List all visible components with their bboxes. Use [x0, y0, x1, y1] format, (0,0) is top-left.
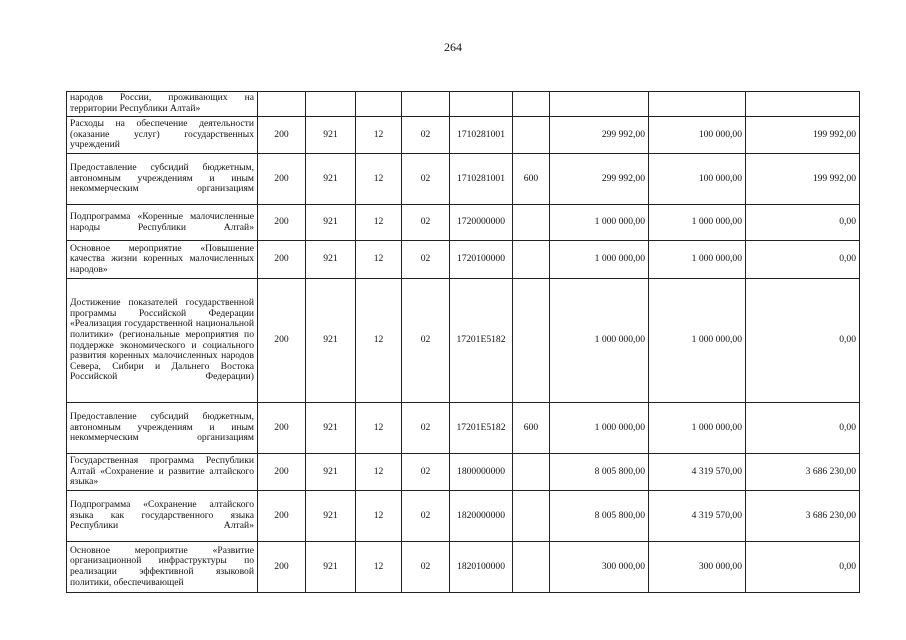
page-number: 264 [444, 40, 462, 54]
admin-code-cell [258, 92, 306, 117]
grbs-code-cell: 921 [306, 403, 356, 454]
table-row [67, 491, 860, 542]
grbs-code-cell: 921 [306, 279, 356, 403]
amount-3-cell: 199 992,00 [746, 117, 860, 154]
amount-total-cell [550, 92, 649, 117]
admin-code-cell: 200 [258, 491, 306, 542]
amount-3-cell: 3 686 230,00 [746, 454, 860, 491]
table-row [67, 403, 860, 454]
admin-code-cell: 200 [258, 403, 306, 454]
table-row [67, 117, 860, 154]
table-row [67, 542, 860, 593]
expense-type-cell [513, 205, 550, 241]
subsection-cell: 02 [402, 542, 450, 593]
section-cell: 12 [356, 154, 402, 205]
row-description: Подпрограмма «Коренные малочисленные народы Республики Алтай» [67, 205, 258, 241]
amount-2-cell: 1 000 000,00 [649, 403, 746, 454]
amount-total-cell: 1 000 000,00 [550, 205, 649, 241]
amount-3-cell: 0,00 [746, 205, 860, 241]
section-cell: 12 [356, 491, 402, 542]
table-row [67, 454, 860, 491]
amount-2-cell: 100 000,00 [649, 154, 746, 205]
amount-3-cell: 0,00 [746, 542, 860, 593]
target-article-cell: 17201E5182 [450, 403, 513, 454]
amount-2-cell: 4 319 570,00 [649, 491, 746, 542]
amount-total-cell: 299 992,00 [550, 154, 649, 205]
grbs-code-cell: 921 [306, 454, 356, 491]
expense-type-cell [513, 92, 550, 117]
amount-3-cell: 199 992,00 [746, 154, 860, 205]
table-row [67, 154, 860, 205]
grbs-code-cell: 921 [306, 542, 356, 593]
amount-total-cell: 8 005 800,00 [550, 491, 649, 542]
admin-code-cell: 200 [258, 454, 306, 491]
section-cell: 12 [356, 454, 402, 491]
grbs-code-cell: 921 [306, 117, 356, 154]
subsection-cell: 02 [402, 454, 450, 491]
table-row [67, 205, 860, 241]
grbs-code-cell: 921 [306, 154, 356, 205]
amount-3-cell: 0,00 [746, 241, 860, 279]
amount-total-cell: 1 000 000,00 [550, 241, 649, 279]
subsection-cell: 02 [402, 279, 450, 403]
amount-3-cell: 0,00 [746, 279, 860, 403]
section-cell: 12 [356, 542, 402, 593]
amount-2-cell [649, 92, 746, 117]
section-cell: 12 [356, 205, 402, 241]
admin-code-cell: 200 [258, 241, 306, 279]
row-description: Основное мероприятие «Развитие организационной инфраструктуры по реализации эффективной языковой политики, обеспечивающей [67, 542, 258, 593]
grbs-code-cell: 921 [306, 205, 356, 241]
amount-2-cell: 300 000,00 [649, 542, 746, 593]
section-cell [356, 92, 402, 117]
target-article-cell: 1820100000 [450, 542, 513, 593]
amount-total-cell: 1 000 000,00 [550, 403, 649, 454]
amount-total-cell: 299 992,00 [550, 117, 649, 154]
admin-code-cell: 200 [258, 205, 306, 241]
target-article-cell: 1820000000 [450, 491, 513, 542]
grbs-code-cell [306, 92, 356, 117]
subsection-cell: 02 [402, 403, 450, 454]
target-article-cell: 17201E5182 [450, 279, 513, 403]
admin-code-cell: 200 [258, 542, 306, 593]
amount-3-cell: 0,00 [746, 403, 860, 454]
row-description: Государственная программа Республики Алтай «Сохранение и развитие алтайского языка» [67, 454, 258, 491]
amount-2-cell: 4 319 570,00 [649, 454, 746, 491]
target-article-cell [450, 92, 513, 117]
expense-type-cell [513, 117, 550, 154]
amount-3-cell [746, 92, 860, 117]
target-article-cell: 1710281001 [450, 117, 513, 154]
grbs-code-cell: 921 [306, 241, 356, 279]
expense-type-cell [513, 241, 550, 279]
row-description: Подпрограмма «Сохранение алтайского языка как государственного языка Республики Алтай» [67, 491, 258, 542]
row-description: Достижение показателей государственной программы Российской Федерации «Реализация государственной национальной политики» (региональные мероприятия по поддержке экономического и социального развития коренных малочисленных народов Севера, Сибири и Дальнего Востока Российской Федерации) [67, 279, 258, 403]
target-article-cell: 1720000000 [450, 205, 513, 241]
expense-type-cell [513, 491, 550, 542]
expense-type-cell [513, 542, 550, 593]
expense-type-cell: 600 [513, 403, 550, 454]
section-cell: 12 [356, 117, 402, 154]
section-cell: 12 [356, 279, 402, 403]
table-row [67, 92, 860, 117]
amount-2-cell: 1 000 000,00 [649, 241, 746, 279]
expense-type-cell [513, 279, 550, 403]
amount-total-cell: 8 005 800,00 [550, 454, 649, 491]
subsection-cell: 02 [402, 154, 450, 205]
admin-code-cell: 200 [258, 279, 306, 403]
admin-code-cell: 200 [258, 154, 306, 205]
expense-type-cell: 600 [513, 154, 550, 205]
table-row [67, 241, 860, 279]
target-article-cell: 1800000000 [450, 454, 513, 491]
row-description: народов России, проживающих на территории Республики Алтай» [67, 92, 258, 117]
amount-2-cell: 1 000 000,00 [649, 205, 746, 241]
subsection-cell: 02 [402, 491, 450, 542]
amount-2-cell: 1 000 000,00 [649, 279, 746, 403]
grbs-code-cell: 921 [306, 491, 356, 542]
row-description: Предоставление субсидий бюджетным, автономным учреждениям и иным некоммерческим организациям [67, 154, 258, 205]
amount-total-cell: 1 000 000,00 [550, 279, 649, 403]
subsection-cell [402, 92, 450, 117]
row-description: Расходы на обеспечение деятельности (оказание услуг) государственных учреждений [67, 117, 258, 154]
amount-2-cell: 100 000,00 [649, 117, 746, 154]
admin-code-cell: 200 [258, 117, 306, 154]
subsection-cell: 02 [402, 117, 450, 154]
expense-type-cell [513, 454, 550, 491]
row-description: Предоставление субсидий бюджетным, автономным учреждениям и иным некоммерческим организациям [67, 403, 258, 454]
budget-table [66, 91, 860, 593]
subsection-cell: 02 [402, 205, 450, 241]
table-row [67, 279, 860, 403]
row-description: Основное мероприятие «Повышение качества жизни коренных малочисленных народов» [67, 241, 258, 279]
section-cell: 12 [356, 241, 402, 279]
target-article-cell: 1710281001 [450, 154, 513, 205]
amount-total-cell: 300 000,00 [550, 542, 649, 593]
subsection-cell: 02 [402, 241, 450, 279]
target-article-cell: 1720100000 [450, 241, 513, 279]
section-cell: 12 [356, 403, 402, 454]
amount-3-cell: 3 686 230,00 [746, 491, 860, 542]
